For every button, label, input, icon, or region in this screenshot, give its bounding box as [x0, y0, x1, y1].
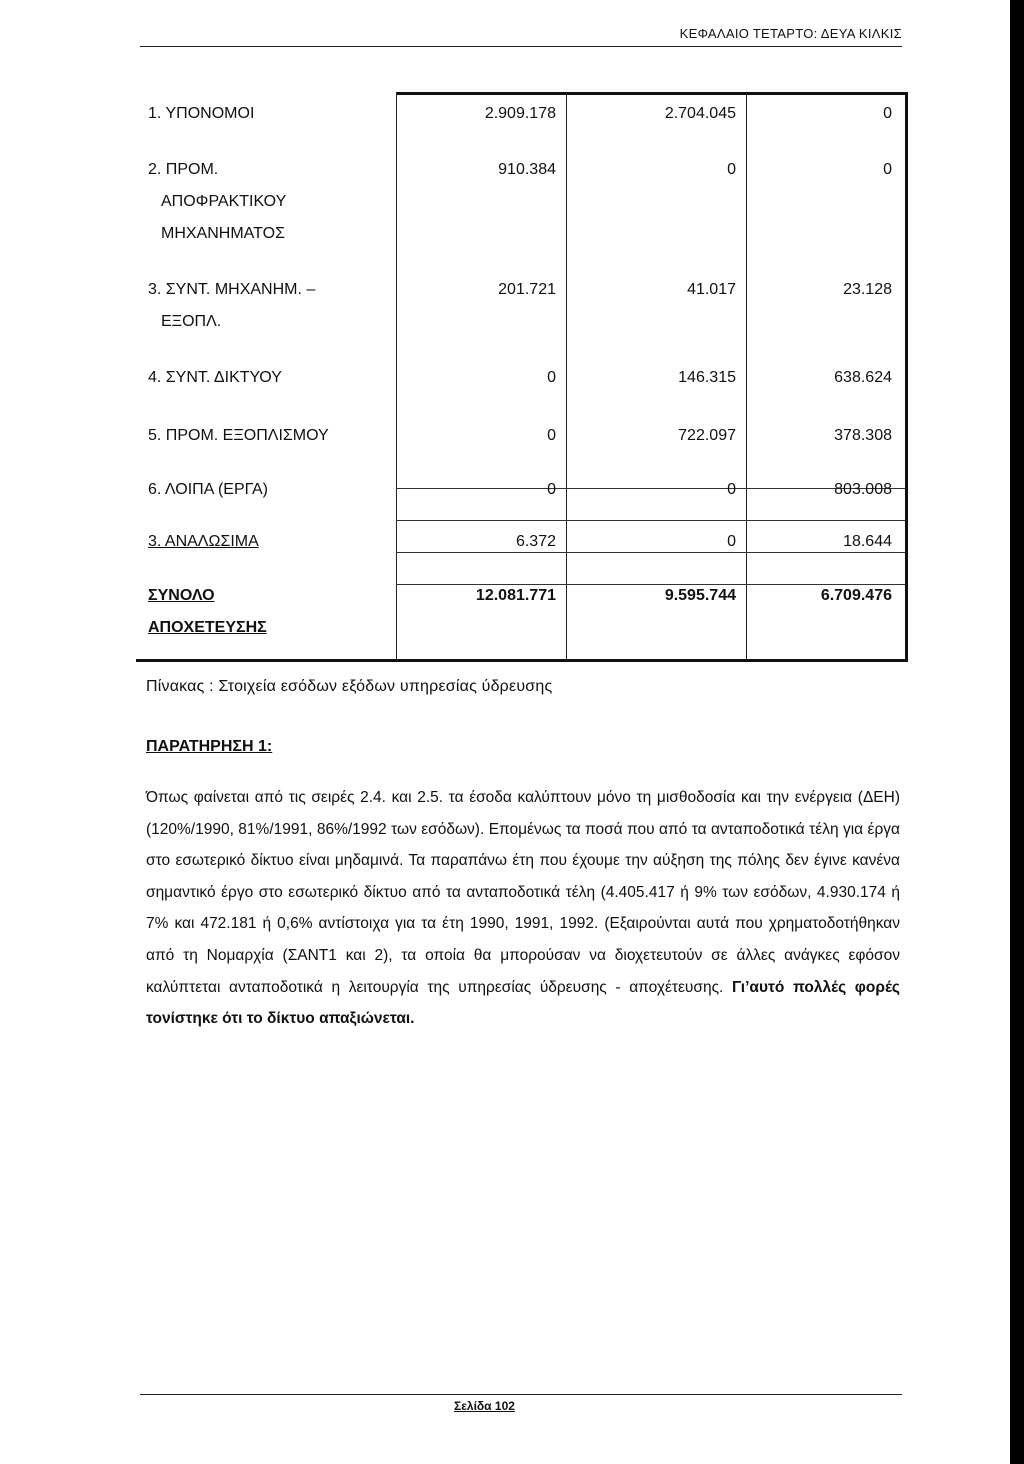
- cell-value: 6.709.476: [820, 587, 892, 604]
- cell-value: 910.384: [498, 161, 556, 178]
- note-paragraph: [146, 782, 900, 1035]
- page-number: Σελίδα 102: [454, 1399, 515, 1413]
- table-top-border: [396, 92, 908, 95]
- table-col-divider: [566, 92, 567, 659]
- cell-value: 0: [727, 481, 736, 498]
- cell-value: 9.595.744: [664, 587, 736, 604]
- cell-value: 0: [547, 369, 556, 386]
- chapter-header: ΚΕΦΑΛΑΙΟ ΤΕΤΑΡΤΟ: ΔΕΥΑ ΚΙΛΚΙΣ: [679, 26, 902, 41]
- cell-value: 41.017: [687, 281, 736, 298]
- table-caption: Πίνακας : Στοιχεία εσόδων εξόδων υπηρεσίας ύδρευσης: [146, 678, 553, 695]
- cell-value: 0: [883, 105, 892, 122]
- row-label: [148, 526, 388, 558]
- cell-value: 6.372: [515, 533, 556, 550]
- table-col-divider: [746, 92, 747, 659]
- footer-rule: [140, 1394, 902, 1395]
- row-label: [148, 580, 388, 644]
- row-label: [148, 420, 388, 452]
- row-label-line: 2. ΠΡΟΜ.: [148, 161, 219, 178]
- note-title: ΠΑΡΑΤΗΡΗΣΗ 1:: [146, 738, 273, 755]
- row-label-line: 3. ΣΥΝΤ. ΜΗΧΑΝΗΜ. –: [148, 281, 316, 298]
- row-label-line: 1. ΥΠΟΝΟΜΟΙ: [148, 105, 255, 122]
- cell-value: 0: [727, 161, 736, 178]
- row-label-line: ΑΠΟΦΡΑΚΤΙΚΟΥ: [161, 193, 287, 210]
- cell-value: 803.008: [834, 481, 892, 498]
- cell-value: 0: [883, 161, 892, 178]
- header-rule: [140, 46, 902, 47]
- row-label: [148, 474, 388, 506]
- row-label: [148, 274, 388, 338]
- row-separator: [396, 520, 905, 521]
- row-label-line: 4. ΣΥΝΤ. ΔΙΚΤΥΟΥ: [148, 369, 282, 386]
- row-label-line: 3. ΑΝΑΛΩΣΙΜΑ: [148, 533, 259, 550]
- row-label-line: ΑΠΟΧΕΤΕΥΣΗΣ: [148, 619, 267, 636]
- row-label-line: 6. ΛΟΙΠΑ (ΕΡΓΑ): [148, 481, 268, 498]
- cell-value: 0: [547, 481, 556, 498]
- finance-table: [136, 92, 908, 662]
- cell-value: 12.081.771: [475, 587, 556, 604]
- paragraph-text: Όπως φαίνεται από τις σειρές 2.4. και 2.5. τα έσοδα καλύπτουν μόνο τη μισθοδοσία και την ενέργεια (ΔΕΗ) (120%/1990, 81%/1991, 86%/1992 των εσόδων). Επομένως τα ποσά που από τα ανταποδοτικά τέλη για έργα στο εσωτερικό δίκτυο είναι μηδαμινά. Τα παραπάνω έτη που έχουμε την αύξηση της πόλης δεν έγινε κανένα σημαντικό έργο στο εσωτερικό δίκτυο από τα ανταποδοτικά τέλη (4.405.417 ή 9% των εσόδων, 4.930.174 ή 7% και 472.181 ή 0,6% αντίστοιχα για τα έτη 1990, 1991, 1992. (Εξαιρούνται αυτά που χρηματοδοτήθηκαν από τη Νομαρχία (ΣΑΝΤ1 και 2), τα οποία θα μπορούσαν να διοχετευτούν σε άλλες ανάγκες εφόσον καλύπτεται ανταποδοτικά η λειτουργία της υπηρεσίας ύδρευσης - αποχέτευσης.: [146, 789, 900, 996]
- cell-value: 201.721: [498, 281, 556, 298]
- row-label-line: ΕΞΟΠΛ.: [161, 313, 222, 330]
- cell-value: 23.128: [843, 281, 892, 298]
- row-label: [148, 98, 388, 130]
- cell-value: 2.909.178: [484, 105, 556, 122]
- paragraph-emphasis: Γι’αυτό πολλές φορές τονίστηκε ότι το δίκτυο απαξιώνεται.: [146, 978, 900, 1028]
- row-label-line: ΣΥΝΟΛΟ: [148, 587, 215, 604]
- row-label-line: 5. ΠΡΟΜ. ΕΞΟΠΛΙΣΜΟΥ: [148, 427, 329, 444]
- cell-value: 18.644: [843, 533, 892, 550]
- cell-value: 378.308: [834, 427, 892, 444]
- row-label: [148, 362, 388, 394]
- cell-value: 0: [727, 533, 736, 550]
- cell-value: 0: [547, 427, 556, 444]
- row-label: [148, 154, 388, 250]
- table-col-divider: [396, 92, 397, 659]
- cell-value: 722.097: [678, 427, 736, 444]
- cell-value: 2.704.045: [664, 105, 736, 122]
- row-label-line: ΜΗΧΑΝΗΜΑΤΟΣ: [161, 225, 285, 242]
- cell-value: 638.624: [834, 369, 892, 386]
- cell-value: 146.315: [678, 369, 736, 386]
